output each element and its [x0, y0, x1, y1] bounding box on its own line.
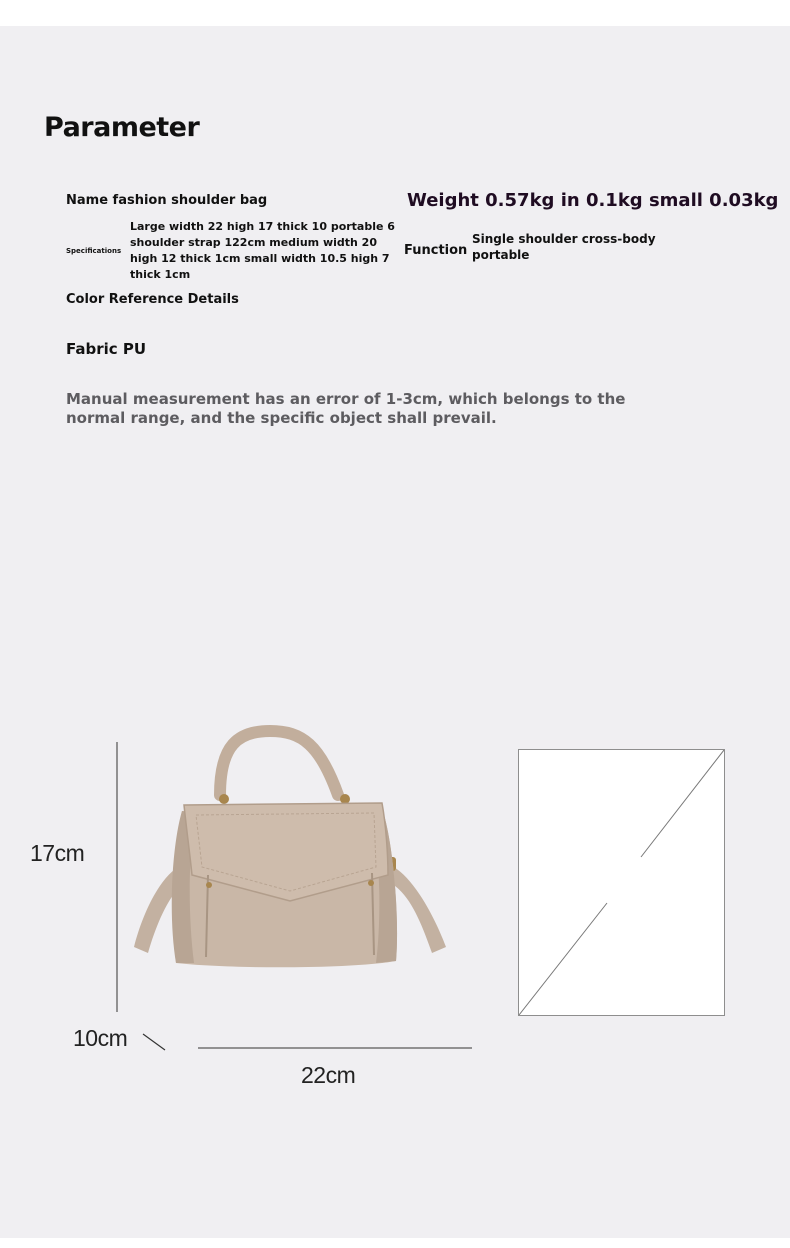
bag-handle	[220, 731, 338, 795]
fabric-text: Fabric PU	[66, 340, 147, 358]
color-reference: Color Reference Details	[66, 292, 239, 307]
specifications-label: Specifications	[66, 247, 122, 255]
handle-ring-right	[340, 794, 350, 804]
height-dimension: 17cm	[30, 840, 85, 866]
handbag-image	[120, 725, 460, 975]
weight-text: Weight 0.57kg in 0.1kg small 0.03kg	[407, 190, 779, 211]
function-value: Single shoulder cross-body portable	[472, 232, 656, 262]
handle-ring-left	[219, 794, 229, 804]
zip-pull-right	[368, 880, 374, 886]
page-title: Parameter	[44, 112, 200, 143]
placeholder-diagonal	[519, 750, 724, 1015]
function-label: Function	[404, 243, 468, 258]
strap-right	[390, 865, 446, 953]
measurement-note: Manual measurement has an error of 1-3cm, which belongs to the normal range, and the specific object shall prevail.	[66, 390, 626, 427]
zip-pull-left	[206, 882, 212, 888]
width-dimension: 22cm	[301, 1062, 356, 1088]
image-placeholder	[518, 749, 725, 1016]
depth-dimension: 10cm	[73, 1025, 128, 1051]
specifications-value: Large width 22 high 17 thick 10 portable 6 shoulder strap 122cm medium width 20 high 12 thick 1cm small width 10.5 high 7 thick 1cm	[130, 220, 395, 281]
depth-guide-line	[143, 1034, 165, 1050]
product-name: Name fashion shoulder bag	[66, 193, 268, 208]
